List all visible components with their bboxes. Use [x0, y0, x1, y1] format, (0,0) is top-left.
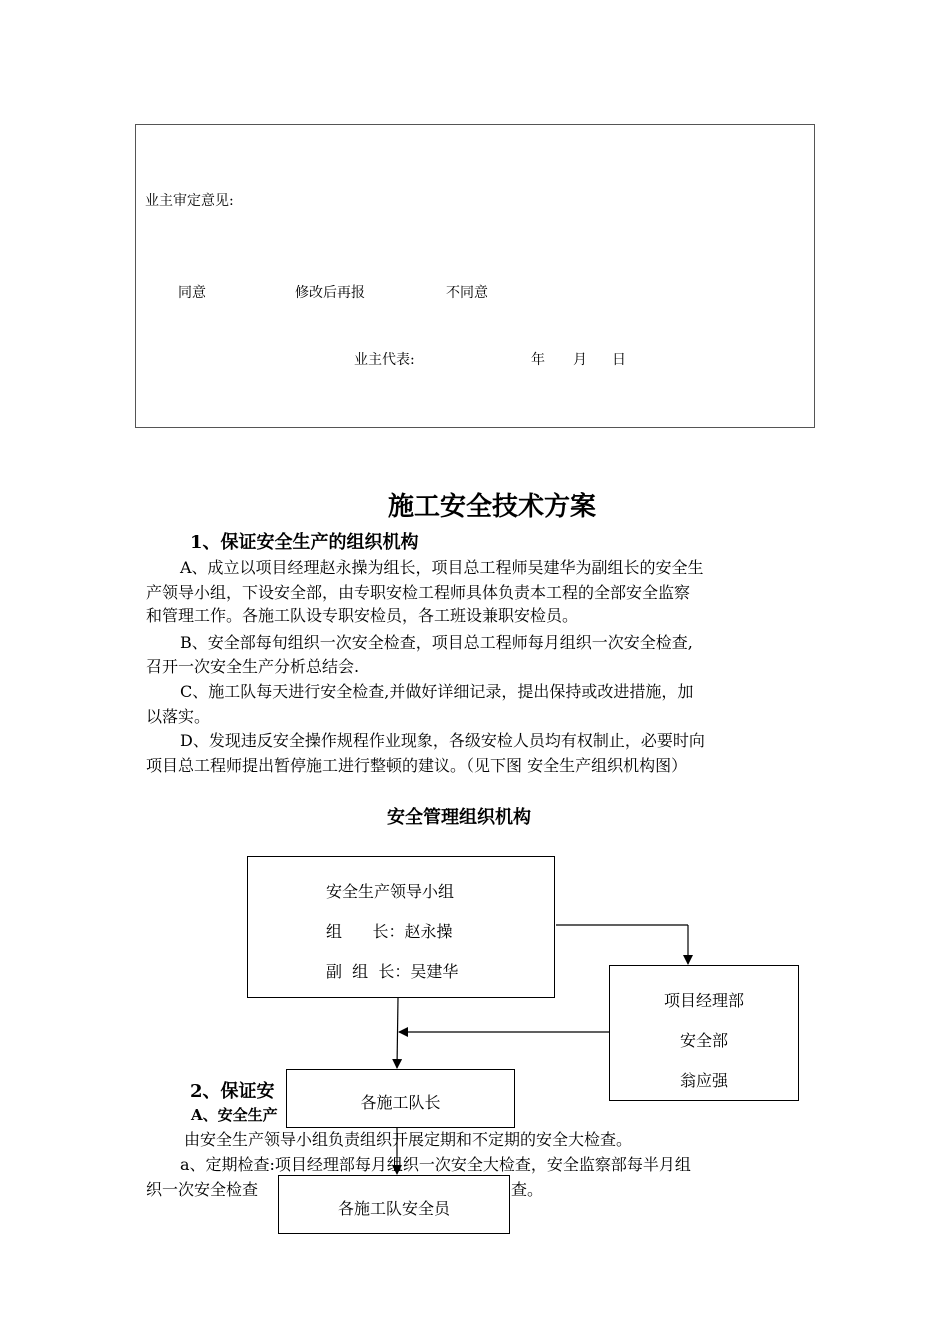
document-title: 施工安全技术方案	[388, 492, 597, 522]
project-dept-node	[609, 965, 799, 1101]
para-a-line2-left: 织一次安全检查	[146, 1180, 259, 1199]
date-year: 年	[531, 352, 545, 368]
project-dept-line3: 翁应强	[679, 1071, 728, 1090]
option-agree: 同意	[178, 285, 206, 301]
paraA-line3: 和管理工作。各施工队设专职安检员，各工班设兼职安检员。	[146, 606, 579, 625]
para-inspect: 由安全生产领导小组负责组织开展定期和不定期的安全大检查。	[184, 1130, 633, 1149]
project-dept-line1: 项目经理部	[663, 991, 744, 1010]
arrow-leader-to-teams	[397, 998, 398, 1068]
leader-line: 组 长：赵永操	[326, 922, 453, 941]
option-revise: 修改后再报	[295, 285, 365, 301]
paraC-line2: 以落实。	[146, 707, 211, 726]
para-a-line1: a、定期检查:项目经理部每月组织一次安全大检查，安全监察部每半月组	[180, 1155, 691, 1174]
section1-heading: 1、保证安全生产的组织机构	[190, 532, 419, 553]
section2-heading: 2、保证安	[190, 1081, 275, 1102]
team-safety-officers-label: 各施工队安全员	[337, 1199, 450, 1218]
option-disagree: 不同意	[446, 285, 488, 301]
paraD-line1: D、发现违反安全操作规程作业现象，各级安检人员均有权制止，必要时向	[180, 731, 705, 750]
team-safety-officers-node	[278, 1175, 510, 1234]
deputy-line: 副 组 长：吴建华	[326, 962, 459, 981]
paraB-line1: B、安全部每旬组织一次安全检查，项目总工程师每月组织一次安全检查,	[180, 633, 693, 652]
team-leaders-node	[286, 1069, 515, 1128]
date-month: 月	[573, 352, 587, 368]
date-day: 日	[612, 352, 626, 368]
team-leaders-label: 各施工队长	[360, 1093, 441, 1112]
para-a-line2-right: 查。	[511, 1180, 544, 1199]
owner-rep-label: 业主代表:	[354, 352, 415, 368]
paraC-line1: C、施工队每天进行安全检查,并做好详细记录，提出保持或改进措施，加	[180, 682, 694, 701]
subheading-a: A、安全生产	[191, 1106, 278, 1124]
project-dept-line2: 安全部	[679, 1031, 728, 1050]
owner-opinion-label: 业主审定意见:	[145, 193, 234, 209]
paraA-line1: A、成立以项目经理赵永操为组长，项目总工程师吴建华为副组长的安全生	[180, 558, 704, 577]
paraD-line2: 项目总工程师提出暂停施工进行整顿的建议。（见下图 安全生产组织机构图）	[146, 756, 688, 775]
org-chart-title: 安全管理组织机构	[387, 807, 531, 828]
paraB-line2: 召开一次安全生产分析总结会.	[146, 657, 360, 676]
paraA-line2: 产领导小组，下设安全部，由专职安检工程师具体负责本工程的全部安全监察	[146, 583, 691, 602]
leader-group-node	[247, 856, 555, 998]
leader-group-name: 安全生产领导小组	[326, 882, 455, 901]
